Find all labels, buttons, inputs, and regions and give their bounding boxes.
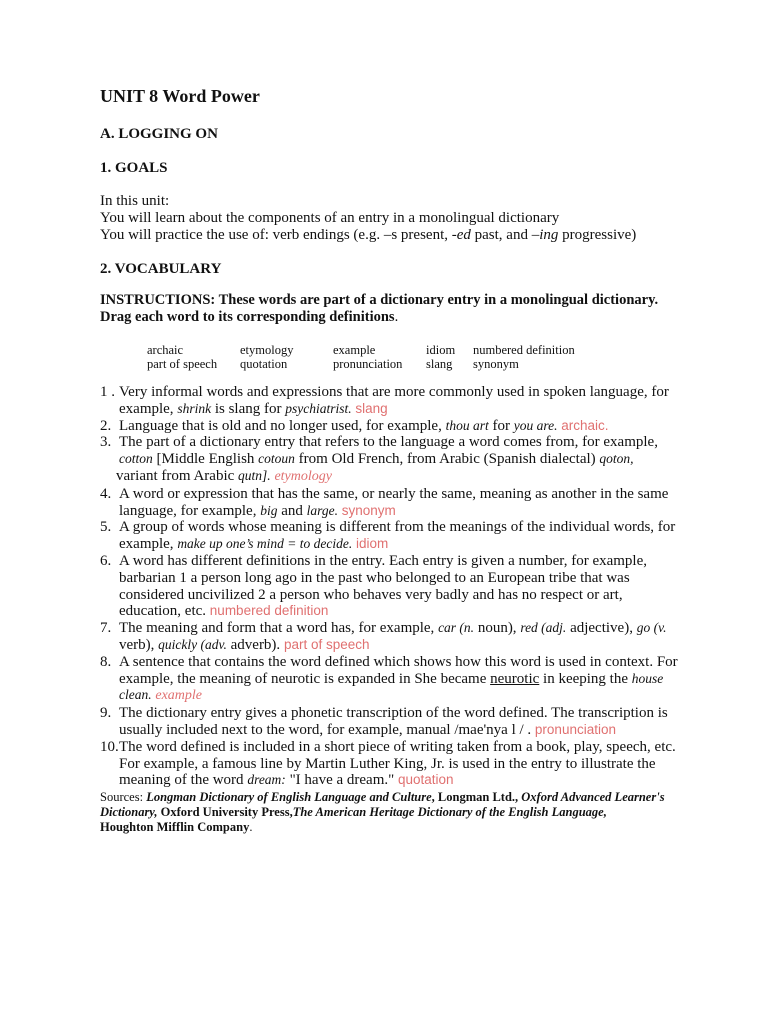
definition-item-2: 2. Language that is old and no longer used, for example, thou art for you are. archaic. <box>100 417 609 434</box>
word-part-of-speech[interactable]: part of speech <box>147 357 218 371</box>
word-list-column-1 <box>147 343 217 371</box>
answer-drop-pronunciation[interactable]: pronunciation <box>534 721 616 737</box>
instructions: INSTRUCTIONS: These words are part of a dictionary entry in a monolingual dictionary. Drag each word to its corresponding definitions. <box>100 292 659 325</box>
word-numbered-definition[interactable]: numbered definition <box>473 343 575 357</box>
definition-item-7: 7. The meaning and form that a word has, for example, car (n. noun), red (adj. adjective), go (v. verb), quickly (adv. adverb). part of speech <box>100 620 667 653</box>
definition-item-9: 9. The dictionary entry gives a phonetic transcription of the word defined. The transcription is usually included next to the word, for example, manual /mae'nya l / . pronunciation <box>100 705 668 738</box>
word-list-column-5 <box>473 343 575 371</box>
answer-drop-synonym[interactable]: synonym <box>341 502 396 518</box>
word-quotation[interactable]: quotation <box>240 357 288 371</box>
word-synonym[interactable]: synonym <box>473 357 519 371</box>
word-list-column-4 <box>426 343 455 371</box>
word-list-column-3 <box>333 343 402 371</box>
definition-item-3: 3. The part of a dictionary entry that refers to the language a word comes from, for example, cotton [Middle English cotoun from Old French, from Arabic (Spanish dialectal) qoton, variant from Arabic qutn]. etymology <box>100 434 658 484</box>
word-idiom[interactable]: idiom <box>426 343 456 357</box>
definition-item-1: 1 . Very informal words and expressions that are more commonly used in spoken language, for example, shrink is slang for psychiatrist. slang <box>100 384 669 417</box>
answer-drop-idiom[interactable]: idiom <box>356 536 389 552</box>
answer-drop-slang[interactable]: slang <box>355 400 388 416</box>
definition-list <box>100 384 720 789</box>
answer-drop-example[interactable]: example <box>155 688 203 704</box>
word-archaic[interactable]: archaic <box>147 343 184 357</box>
answer-drop-etymology[interactable]: etymology <box>274 468 332 484</box>
goals-intro: In this unit: <box>100 193 170 209</box>
word-list-column-2 <box>240 343 293 371</box>
definition-item-4: 4. A word or expression that has the same, or nearly the same, meaning as another in the same language, for example, big and large. synonym <box>100 485 669 519</box>
definition-item-10: 10. The word defined is included in a short piece of writing taken from a book, play, speech, etc. For example, a famous line by Martin Luther King, Jr. is used in the entry to illustrate the meaning of the word dream: "I have a dream." quotation <box>100 738 676 789</box>
goal-learn: You will learn about the components of an entry in a monolingual dictionary <box>100 210 560 226</box>
answer-drop-numbered-definition[interactable]: numbered definition <box>209 603 329 619</box>
unit-title: UNIT 8 Word Power <box>100 86 260 106</box>
answer-drop-quotation[interactable]: quotation <box>398 772 454 788</box>
vocabulary-heading: 2. VOCABULARY <box>100 261 222 277</box>
section-a-heading: A. LOGGING ON <box>100 126 218 142</box>
word-etymology[interactable]: etymology <box>240 343 294 357</box>
goals-heading: 1. GOALS <box>100 160 168 176</box>
goal-practice: You will practice the use of: verb endings (e.g. –s present, -ed past, and –ing progressive) <box>100 227 637 243</box>
word-pronunciation[interactable]: pronunciation <box>333 357 403 371</box>
definition-item-8: 8. A sentence that contains the word defined which shows how this word is used in context. For example, the meaning of neurotic is expanded in She became neurotic in keeping the house clean. example <box>100 653 678 704</box>
sources-note: Sources: Longman Dictionary of English Language and Culture, Longman Ltd., Oxford Advanced Learner's Dictionary, Oxford University Press,The American Heritage Dictionary of the English Language, Houghton Mifflin Company. <box>100 790 665 834</box>
word-example[interactable]: example <box>333 343 376 357</box>
definition-item-6: 6. A word has different definitions in the entry. Each entry is given a number, for example, barbarian 1 a person long ago in the past who belonged to an European tribe that was considered uncivilized 2 a person who behaves very badly and has no respect or art, education, etc. numbered definition <box>100 552 647 620</box>
answer-drop-archaic[interactable]: archaic. <box>561 417 609 433</box>
answer-drop-part-of-speech[interactable]: part of speech <box>283 636 370 652</box>
definition-item-5: 5. A group of words whose meaning is different from the meanings of the individual words, for example, make up one’s mind = to decide. idiom <box>100 519 676 553</box>
word-slang[interactable]: slang <box>426 357 453 371</box>
